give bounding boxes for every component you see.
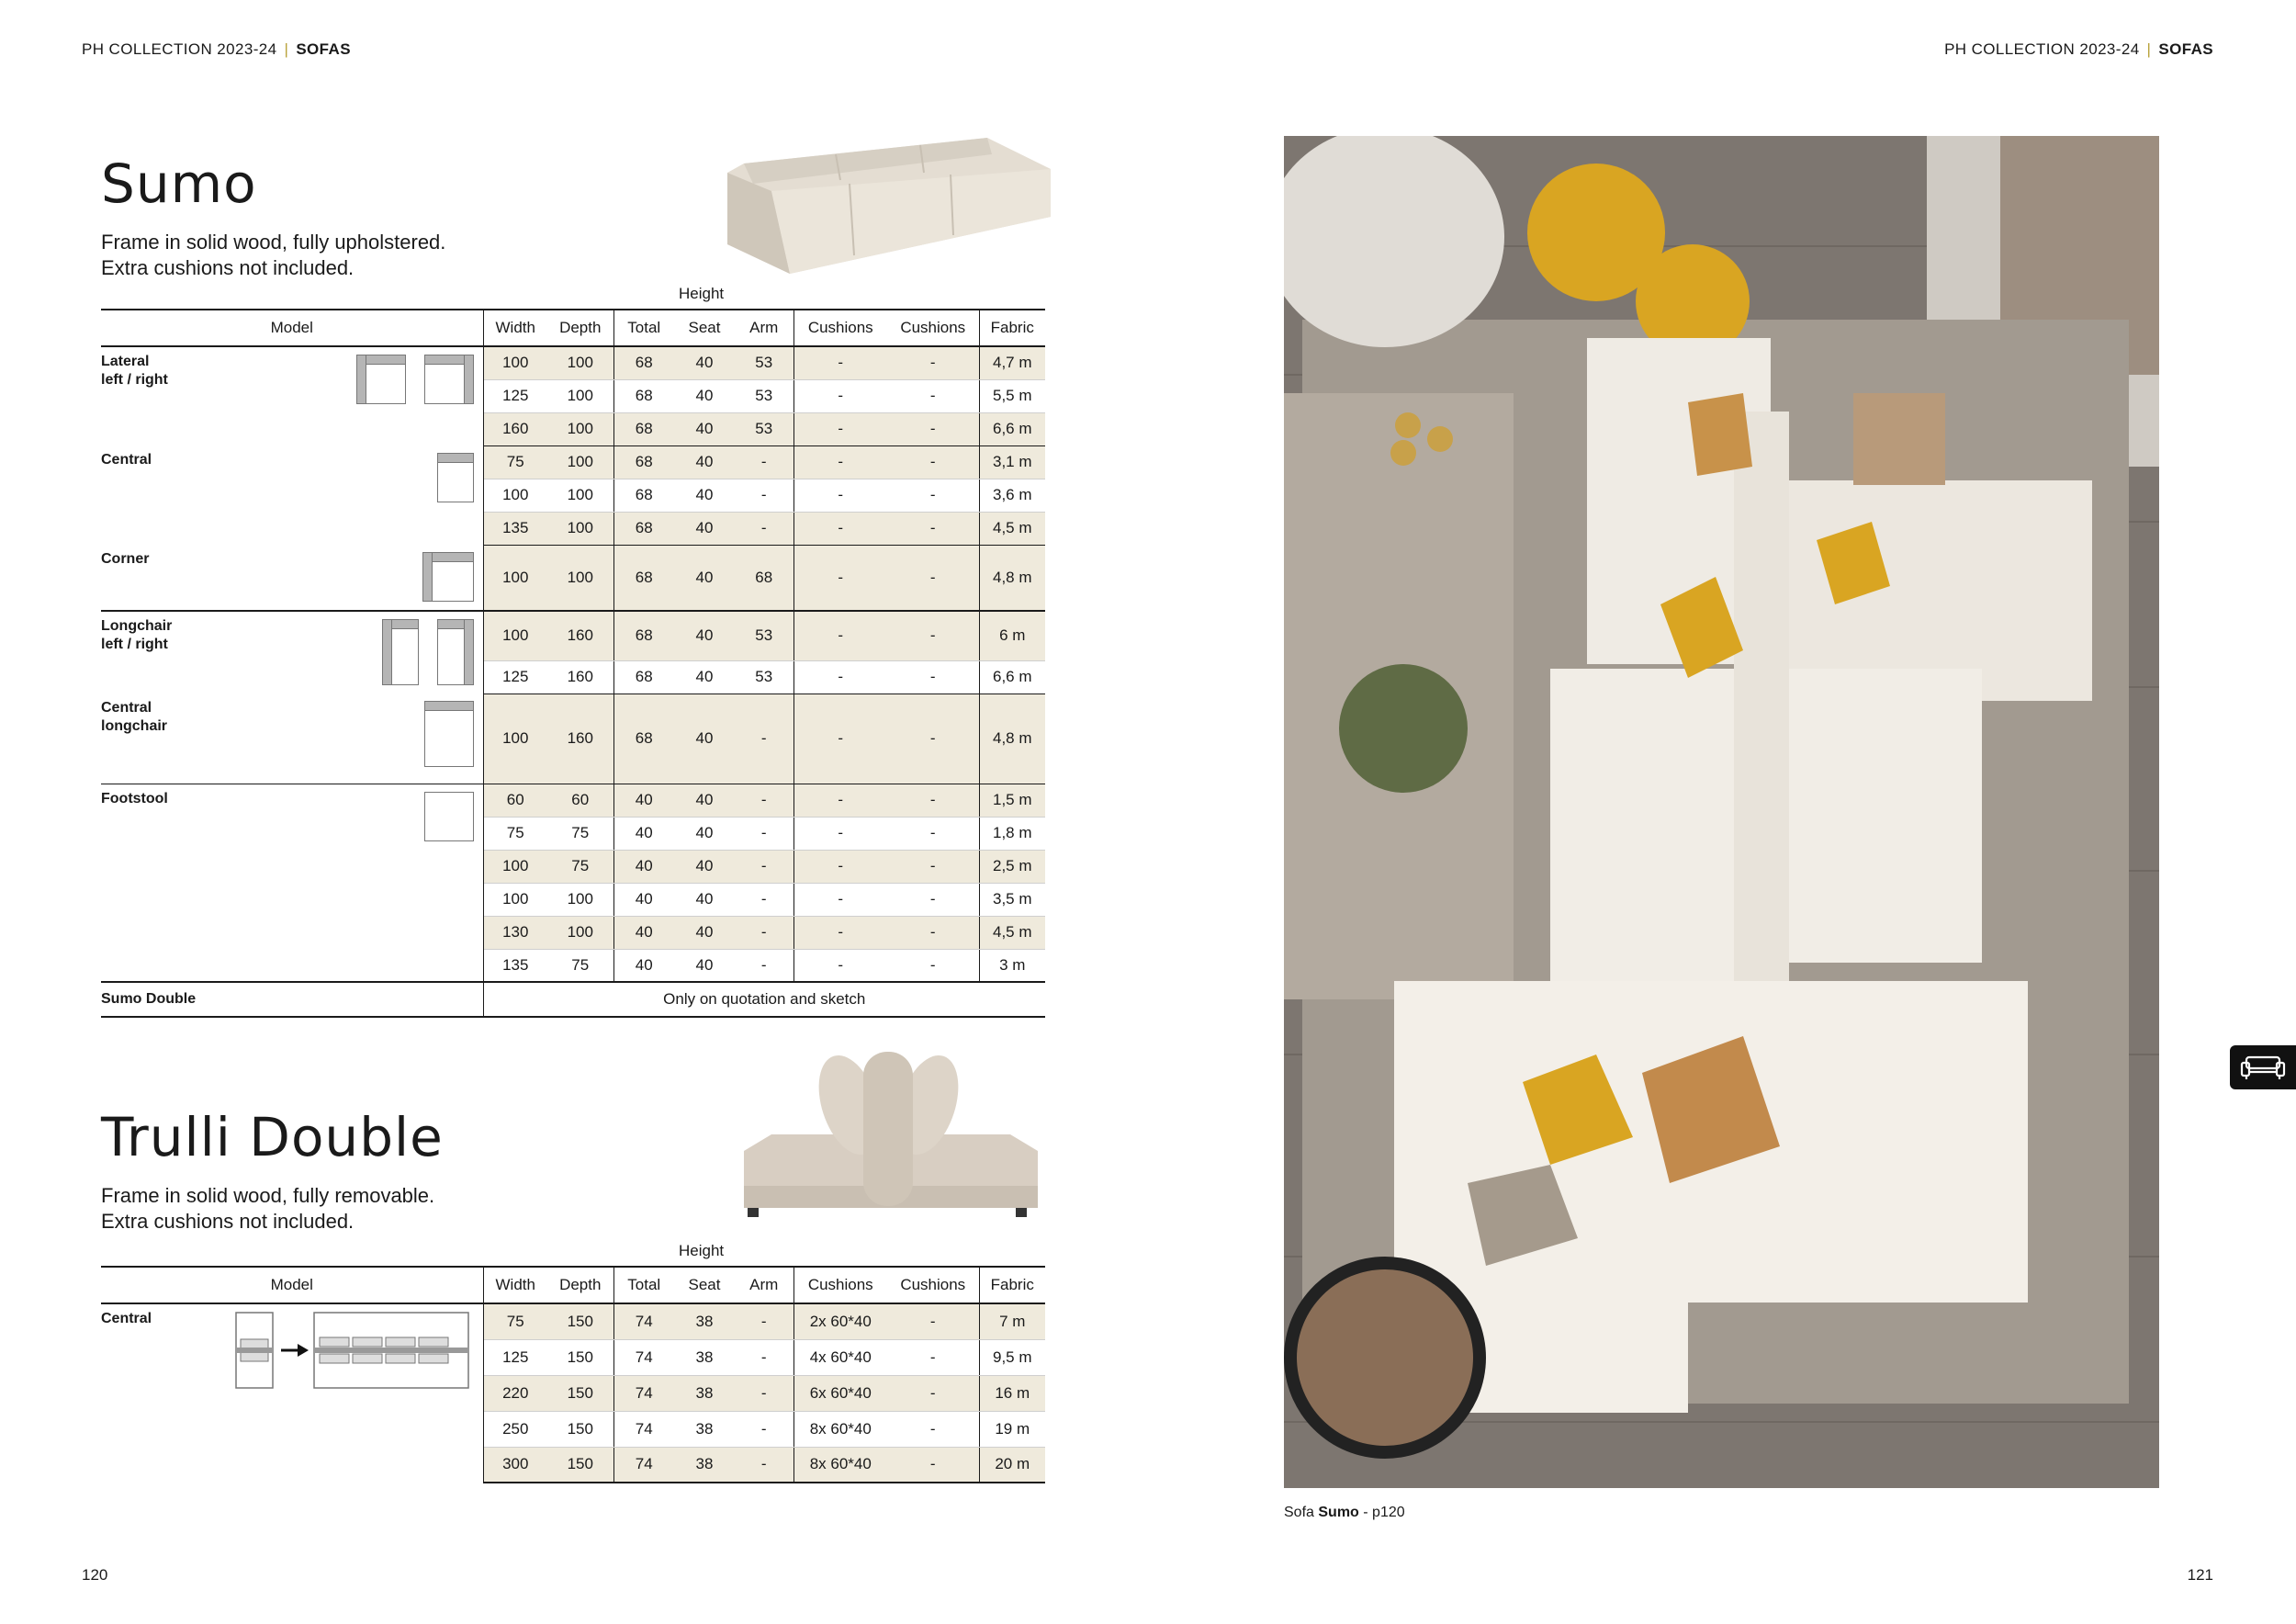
cell-total-height: 68	[613, 379, 674, 412]
cell-cushions: -	[793, 512, 887, 545]
page-header-right	[1944, 40, 2213, 59]
central-longchair-module-icon	[424, 701, 474, 767]
cell-width: 160	[483, 412, 547, 445]
cell-cushions: -	[887, 850, 979, 883]
cell-cushions: -	[793, 694, 887, 784]
category-label: SOFAS	[296, 40, 351, 58]
col-cushions: Cushions	[793, 310, 887, 346]
cell-arm-height: 53	[735, 412, 793, 445]
category-label: SOFAS	[2158, 40, 2213, 58]
cell-cushions: 8x 60*40	[793, 1411, 887, 1447]
cell-depth: 100	[547, 379, 613, 412]
cell-cushions: 8x 60*40	[793, 1447, 887, 1483]
cell-total-height: 40	[613, 784, 674, 817]
cell-width: 60	[483, 784, 547, 817]
model-name: Central	[101, 1311, 152, 1326]
sumo-description-line: Extra cushions not included.	[101, 256, 355, 279]
col-fabric: Fabric	[979, 310, 1045, 346]
cell-seat-height: 40	[674, 346, 735, 379]
cell-seat-height: 40	[674, 379, 735, 412]
longchair-left-module-icon	[382, 619, 419, 685]
cell-cushions: -	[887, 784, 979, 817]
cell-fabric: 6,6 m	[979, 660, 1045, 694]
cell-total-height: 40	[613, 883, 674, 916]
model-cell	[101, 545, 483, 611]
cell-fabric: 7 m	[979, 1303, 1045, 1339]
cell-seat-height: 40	[674, 660, 735, 694]
header-separator: |	[2146, 40, 2152, 58]
cell-depth: 150	[547, 1339, 613, 1375]
cell-fabric: 1,5 m	[979, 784, 1045, 817]
cell-width: 220	[483, 1375, 547, 1411]
cell-depth: 100	[547, 445, 613, 479]
model-name: Corner	[101, 551, 150, 567]
sumo-spec-table	[101, 309, 1045, 1018]
table-row	[101, 346, 1045, 379]
cell-width: 100	[483, 694, 547, 784]
model-cell	[101, 611, 483, 694]
cell-depth: 100	[547, 916, 613, 949]
cell-total-height: 74	[613, 1303, 674, 1339]
cell-seat-height: 38	[674, 1411, 735, 1447]
cell-cushions: -	[887, 379, 979, 412]
cell-width: 100	[483, 545, 547, 611]
col-width: Width	[483, 1267, 547, 1303]
cell-width: 250	[483, 1411, 547, 1447]
cell-fabric: 6,6 m	[979, 412, 1045, 445]
cell-width: 100	[483, 346, 547, 379]
cell-fabric: 19 m	[979, 1411, 1045, 1447]
cell-seat-height: 40	[674, 850, 735, 883]
cell-cushions: -	[793, 611, 887, 660]
cell-fabric: 6 m	[979, 611, 1045, 660]
cell-total-height: 68	[613, 611, 674, 660]
cell-depth: 100	[547, 545, 613, 611]
cell-depth: 60	[547, 784, 613, 817]
cell-depth: 150	[547, 1411, 613, 1447]
cell-cushions: -	[887, 694, 979, 784]
trulli-spec-table	[101, 1266, 1045, 1483]
cell-seat-height: 38	[674, 1339, 735, 1375]
cell-depth: 75	[547, 850, 613, 883]
cell-seat-height: 40	[674, 412, 735, 445]
trulli-description-line: Frame in solid wood, fully removable.	[101, 1184, 435, 1207]
cell-width: 125	[483, 1339, 547, 1375]
cell-arm-height: -	[735, 1375, 793, 1411]
sofa-icon	[2239, 1054, 2287, 1081]
model-name: Footstool	[101, 790, 168, 806]
cell-fabric: 3,5 m	[979, 883, 1045, 916]
table-row	[101, 784, 1045, 817]
cell-seat-height: 40	[674, 694, 735, 784]
col-model: Model	[101, 1267, 483, 1303]
cell-depth: 100	[547, 412, 613, 445]
cell-seat-height: 40	[674, 916, 735, 949]
sumo-description	[101, 230, 445, 281]
cell-fabric: 5,5 m	[979, 379, 1045, 412]
table-row	[101, 694, 1045, 784]
col-arm: Arm	[735, 1267, 793, 1303]
central-module-icon	[437, 453, 474, 502]
cell-width: 75	[483, 817, 547, 850]
cell-arm-height: -	[735, 512, 793, 545]
cell-cushions: -	[887, 817, 979, 850]
cell-cushions: -	[887, 1447, 979, 1483]
cell-seat-height: 40	[674, 817, 735, 850]
cell-fabric: 1,8 m	[979, 817, 1045, 850]
col-total: Total	[613, 310, 674, 346]
cell-total-height: 74	[613, 1375, 674, 1411]
cell-seat-height: 40	[674, 784, 735, 817]
cell-depth: 100	[547, 346, 613, 379]
col-cushions: Cushions	[887, 310, 979, 346]
cell-total-height: 68	[613, 660, 674, 694]
table-row	[101, 545, 1045, 611]
model-cell	[101, 784, 483, 982]
model-name: Central longchair	[101, 700, 168, 734]
cell-fabric: 3,1 m	[979, 445, 1045, 479]
sumo-lifestyle-photo	[1284, 136, 2159, 1488]
photo-caption	[1284, 1505, 1405, 1521]
cell-width: 125	[483, 379, 547, 412]
cell-depth: 160	[547, 660, 613, 694]
cell-cushions: -	[887, 479, 979, 512]
cell-total-height: 40	[613, 850, 674, 883]
cell-depth: 150	[547, 1375, 613, 1411]
cell-cushions: -	[793, 445, 887, 479]
footstool-module-icon	[424, 792, 474, 841]
col-arm: Arm	[735, 310, 793, 346]
cell-total-height: 74	[613, 1447, 674, 1483]
cell-arm-height: -	[735, 1339, 793, 1375]
cell-arm-height: 53	[735, 611, 793, 660]
cell-width: 135	[483, 949, 547, 982]
cell-cushions: -	[887, 1339, 979, 1375]
model-name: Longchair left / right	[101, 618, 173, 652]
trulli-title: Trulli Double	[101, 1106, 444, 1168]
cell-cushions: -	[793, 412, 887, 445]
cell-total-height: 74	[613, 1411, 674, 1447]
caption-prefix: Sofa	[1284, 1505, 1314, 1520]
cell-fabric: 4,8 m	[979, 545, 1045, 611]
cell-seat-height: 40	[674, 949, 735, 982]
cell-total-height: 74	[613, 1339, 674, 1375]
model-cell	[101, 445, 483, 545]
cell-arm-height: -	[735, 784, 793, 817]
cell-total-height: 68	[613, 545, 674, 611]
cell-width: 135	[483, 512, 547, 545]
cell-total-height: 40	[613, 949, 674, 982]
model-name: Central	[101, 452, 152, 468]
cell-width: 125	[483, 660, 547, 694]
cell-seat-height: 40	[674, 611, 735, 660]
cell-total-height: 68	[613, 512, 674, 545]
cell-width: 100	[483, 479, 547, 512]
cell-cushions: -	[793, 545, 887, 611]
cell-total-height: 68	[613, 694, 674, 784]
cell-fabric: 20 m	[979, 1447, 1045, 1483]
corner-module-icon	[422, 552, 474, 602]
cell-seat-height: 38	[674, 1303, 735, 1339]
cell-depth: 160	[547, 694, 613, 784]
cell-cushions: -	[887, 512, 979, 545]
page-number-left: 120	[82, 1566, 108, 1584]
cell-width: 300	[483, 1447, 547, 1483]
trulli-description-line: Extra cushions not included.	[101, 1210, 355, 1233]
col-width: Width	[483, 310, 547, 346]
page-number-right: 121	[2187, 1566, 2213, 1584]
collection-label: PH COLLECTION 2023-24	[1944, 40, 2140, 58]
model-cell	[101, 1303, 483, 1483]
cell-seat-height: 40	[674, 512, 735, 545]
cell-width: 100	[483, 850, 547, 883]
cell-depth: 150	[547, 1303, 613, 1339]
longchair-right-module-icon	[437, 619, 474, 685]
cell-cushions: -	[887, 445, 979, 479]
cell-arm-height: -	[735, 1447, 793, 1483]
model-diagram	[424, 792, 474, 841]
sumo-sofa-image	[716, 136, 1051, 279]
height-group-label: Height	[679, 285, 725, 302]
model-name: Lateral left / right	[101, 354, 168, 388]
table-row	[101, 1303, 1045, 1339]
cell-cushions: -	[793, 949, 887, 982]
model-cell	[101, 346, 483, 445]
cell-cushions: -	[793, 850, 887, 883]
photo-scene	[1284, 136, 2159, 1488]
lateral-left-module-icon	[356, 355, 406, 404]
cell-fabric: 3 m	[979, 949, 1045, 982]
cell-total-height: 40	[613, 817, 674, 850]
cell-seat-height: 38	[674, 1447, 735, 1483]
caption-product-name: Sumo	[1318, 1505, 1359, 1520]
model-cell	[101, 694, 483, 784]
cell-depth: 75	[547, 817, 613, 850]
cell-cushions: -	[887, 1375, 979, 1411]
table-header-row	[101, 310, 1045, 346]
cell-cushions: 4x 60*40	[793, 1339, 887, 1375]
cell-arm-height: 53	[735, 660, 793, 694]
cell-width: 100	[483, 611, 547, 660]
col-depth: Depth	[547, 310, 613, 346]
cell-arm-height: -	[735, 1411, 793, 1447]
cell-cushions: -	[793, 346, 887, 379]
col-seat: Seat	[674, 1267, 735, 1303]
trulli-sofa-image	[735, 1050, 1040, 1221]
cell-cushions: -	[887, 883, 979, 916]
lateral-right-module-icon	[424, 355, 474, 404]
cell-cushions: -	[793, 379, 887, 412]
cell-fabric: 3,6 m	[979, 479, 1045, 512]
cell-cushions: -	[887, 660, 979, 694]
cell-fabric: 2,5 m	[979, 850, 1045, 883]
trulli-description	[101, 1183, 434, 1235]
cell-arm-height: -	[735, 883, 793, 916]
cell-depth: 100	[547, 512, 613, 545]
cell-cushions: -	[887, 346, 979, 379]
cell-total-height: 40	[613, 916, 674, 949]
cell-depth: 100	[547, 479, 613, 512]
collection-label: PH COLLECTION 2023-24	[82, 40, 277, 58]
height-group-label: Height	[679, 1242, 725, 1259]
cell-seat-height: 40	[674, 545, 735, 611]
cell-width: 75	[483, 445, 547, 479]
cell-fabric: 4,5 m	[979, 916, 1045, 949]
cell-seat-height: 40	[674, 445, 735, 479]
col-model: Model	[101, 310, 483, 346]
cell-depth: 160	[547, 611, 613, 660]
cell-cushions: -	[793, 660, 887, 694]
cell-cushions: -	[793, 916, 887, 949]
cell-arm-height: 53	[735, 346, 793, 379]
cell-cushions: -	[793, 784, 887, 817]
cell-seat-height: 40	[674, 883, 735, 916]
col-cushions: Cushions	[793, 1267, 887, 1303]
col-fabric: Fabric	[979, 1267, 1045, 1303]
cell-total-height: 68	[613, 445, 674, 479]
table-row	[101, 611, 1045, 660]
col-depth: Depth	[547, 1267, 613, 1303]
cell-fabric: 4,5 m	[979, 512, 1045, 545]
cell-seat-height: 38	[674, 1375, 735, 1411]
cell-cushions: -	[887, 545, 979, 611]
model-diagram	[235, 1312, 474, 1391]
cell-arm-height: 68	[735, 545, 793, 611]
cell-depth: 100	[547, 883, 613, 916]
cell-cushions: -	[887, 949, 979, 982]
quotation-note: Only on quotation and sketch	[483, 982, 1045, 1017]
cell-arm-height: -	[735, 817, 793, 850]
cell-arm-height: -	[735, 916, 793, 949]
cell-fabric: 4,7 m	[979, 346, 1045, 379]
cell-cushions: -	[887, 916, 979, 949]
cell-fabric: 9,5 m	[979, 1339, 1045, 1375]
cell-fabric: 16 m	[979, 1375, 1045, 1411]
cell-arm-height: -	[735, 694, 793, 784]
model-name: Sumo Double	[101, 982, 483, 1017]
col-cushions: Cushions	[887, 1267, 979, 1303]
cell-total-height: 68	[613, 479, 674, 512]
model-diagram	[424, 701, 474, 767]
model-diagram	[422, 552, 474, 602]
cell-arm-height: -	[735, 1303, 793, 1339]
model-diagram	[356, 355, 474, 404]
cell-depth: 75	[547, 949, 613, 982]
cell-cushions: 6x 60*40	[793, 1375, 887, 1411]
col-seat: Seat	[674, 310, 735, 346]
sumo-title: Sumo	[101, 152, 257, 215]
central-double-module-icon	[235, 1312, 474, 1391]
cell-depth: 150	[547, 1447, 613, 1483]
sumo-description-line: Frame in solid wood, fully upholstered.	[101, 231, 446, 254]
sofas-section-tab[interactable]	[2230, 1045, 2296, 1089]
header-separator: |	[284, 40, 289, 58]
model-diagram	[437, 453, 474, 502]
model-diagram	[382, 619, 474, 685]
cell-arm-height: -	[735, 479, 793, 512]
cell-cushions: -	[887, 412, 979, 445]
cell-arm-height: -	[735, 949, 793, 982]
table-header-row	[101, 1267, 1045, 1303]
table-row	[101, 982, 1045, 1017]
caption-suffix: - p120	[1363, 1505, 1405, 1520]
cell-arm-height: 53	[735, 379, 793, 412]
cell-total-height: 68	[613, 412, 674, 445]
cell-cushions: -	[887, 1411, 979, 1447]
col-total: Total	[613, 1267, 674, 1303]
page-header-left	[82, 40, 351, 59]
cell-width: 100	[483, 883, 547, 916]
cell-cushions: 2x 60*40	[793, 1303, 887, 1339]
cell-arm-height: -	[735, 850, 793, 883]
cell-width: 75	[483, 1303, 547, 1339]
cell-cushions: -	[887, 611, 979, 660]
cell-cushions: -	[793, 479, 887, 512]
cell-total-height: 68	[613, 346, 674, 379]
table-row	[101, 445, 1045, 479]
cell-fabric: 4,8 m	[979, 694, 1045, 784]
cell-width: 130	[483, 916, 547, 949]
cell-cushions: -	[793, 817, 887, 850]
cell-arm-height: -	[735, 445, 793, 479]
cell-cushions: -	[793, 883, 887, 916]
cell-cushions: -	[887, 1303, 979, 1339]
cell-seat-height: 40	[674, 479, 735, 512]
